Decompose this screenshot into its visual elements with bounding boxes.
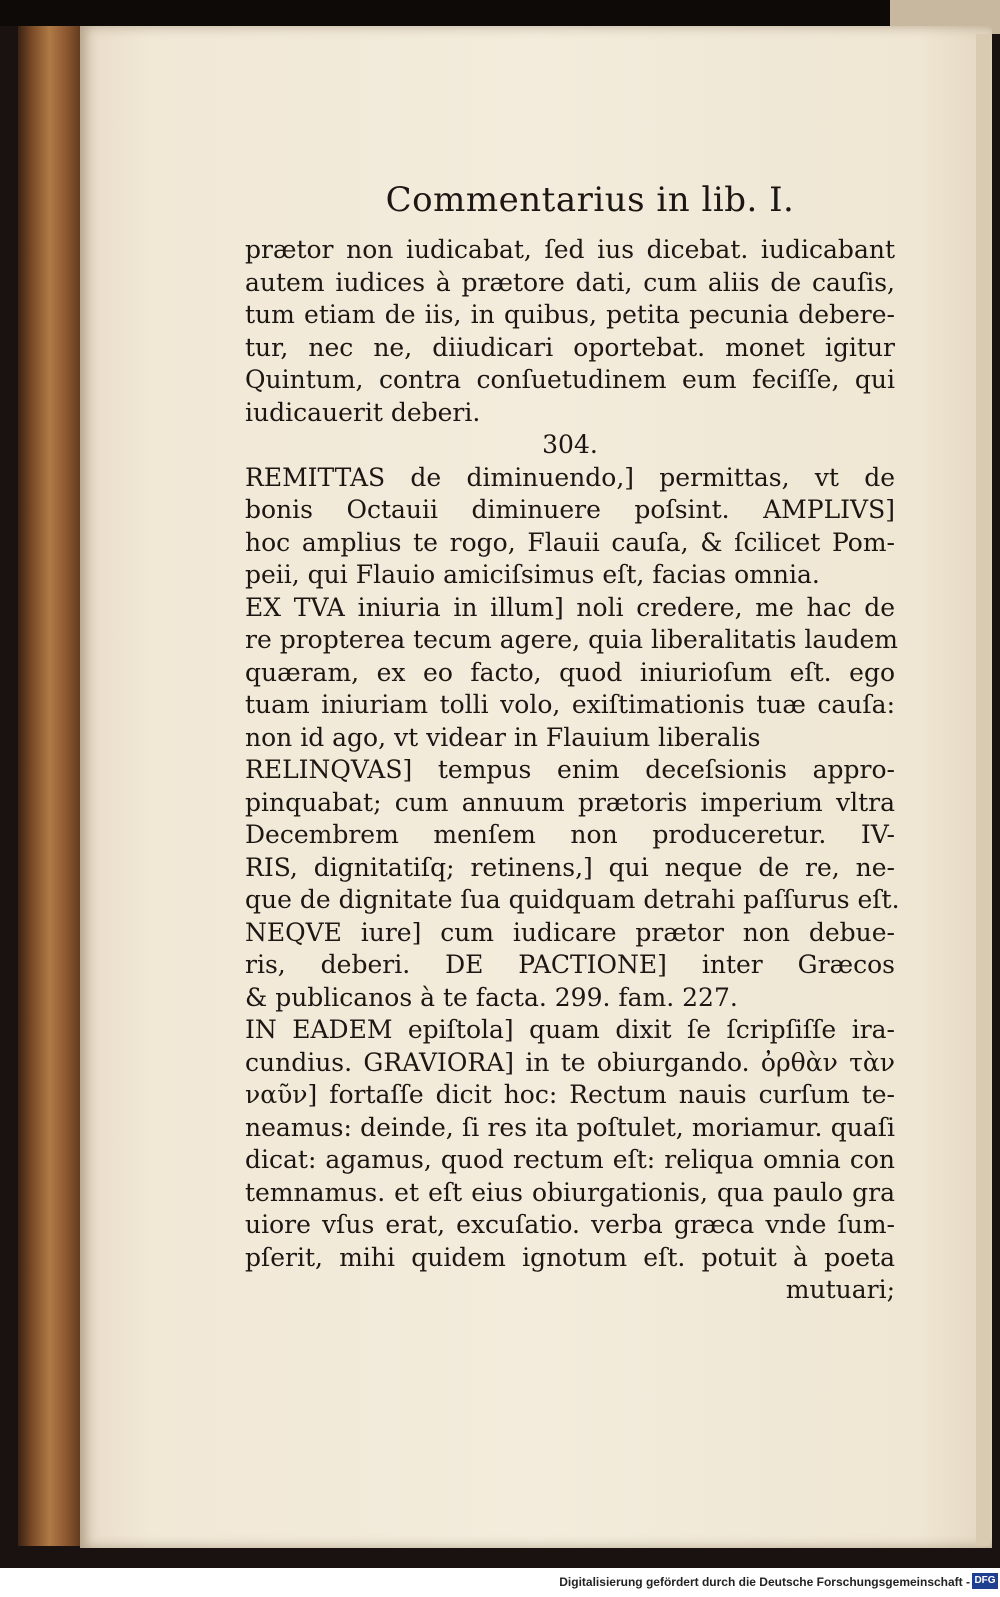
text-line: REMITTAS de diminuendo,] permittas, vt de xyxy=(245,462,895,492)
text-line: ris, deberi. DE PACTIONE] inter Græcos xyxy=(245,950,895,979)
page-fore-edge xyxy=(976,34,990,1546)
text-line: dicat: agamus, quod rectum eſt: reliqua omnia con xyxy=(245,1145,895,1174)
text-line: NEQVE iure] cum iudicare prætor non debue- xyxy=(245,917,895,947)
text-line: Decembrem menſem non produceretur. IV- xyxy=(245,820,895,849)
text-line: que de dignitate ſua quidquam detrahi paſſurus eſt. xyxy=(245,885,900,914)
text-line: Quintum, contra conſuetudinem eum feciſſe, qui xyxy=(245,365,895,394)
text-line: non id ago, vt videar in Flauium liberalis xyxy=(245,722,761,752)
text-line: temnamus. et eſt eius obiurgationis, qua paulo gra xyxy=(245,1177,895,1207)
text-line: tuam iniuriam tolli volo, exiſtimationis tuæ cauſa: xyxy=(245,690,895,719)
funding-credit: Digitalisierung gefördert durch die Deutsche Forschungsgemeinschaft - xyxy=(559,1575,970,1589)
text-line: bonis Octauii diminuere poſsint. AMPLIVS] xyxy=(245,495,895,524)
text-line: RELINQVAS] tempus enim deceſsionis appro- xyxy=(245,755,895,784)
text-line: peii, qui Flauio amiciſsimus eſt, facias omnia. xyxy=(245,560,820,589)
book-spine-edge xyxy=(18,26,88,1546)
catchword: mutuari; xyxy=(785,1275,895,1304)
dfg-logo-icon: DFG xyxy=(972,1573,998,1589)
running-head: Commentarius in lib. I. xyxy=(385,180,795,220)
text-line: RIS, dignitatiſq; retinens,] qui neque de re, ne- xyxy=(245,852,895,882)
section-number: 304. xyxy=(542,430,598,459)
text-line: iudicauerit deberi. xyxy=(245,397,481,427)
text-line: pſerit, mihi quidem ignotum eſt. potuit à poeta xyxy=(245,1242,895,1272)
text-line: re propterea tecum agere, quia liberalitatis laudem xyxy=(245,625,898,654)
text-line: ναῦν] fortaſſe dicit hoc: Rectum nauis curſum te- xyxy=(245,1080,895,1109)
text-line: & publicanos à te facta. 299. fam. 227. xyxy=(245,982,738,1012)
text-line: tum etiam de iis, in quibus, petita pecunia debere- xyxy=(245,300,895,329)
text-line: uiore vſus erat, excuſatio. verba græca vnde ſum- xyxy=(245,1210,895,1239)
text-line: neamus: deinde, ſi res ita poſtulet, moriamur. quaſi xyxy=(245,1112,895,1142)
text-line: pinquabat; cum annuum prætoris imperium vltra xyxy=(245,787,895,817)
text-line: cundius. GRAVIORA] in te obiurgando. ὀρθὰν τὰν xyxy=(245,1047,895,1077)
text-line: autem iudices à prætore dati, cum aliis de cauſis, xyxy=(245,267,895,297)
scan-top-margin xyxy=(0,0,1000,26)
digitization-footer xyxy=(0,1568,1000,1597)
text-line: hoc amplius te rogo, Flauii cauſa, & ſcilicet Pom- xyxy=(245,527,895,557)
text-line: EX TVA iniuria in illum] noli credere, me hac de xyxy=(245,592,895,622)
page-text xyxy=(245,180,900,1307)
text-line: quæram, ex eo facto, quod iniurioſum eſt. ego xyxy=(245,657,895,687)
text-line: tur, nec ne, diiudicari oportebat. monet igitur xyxy=(245,332,895,362)
text-line: IN EADEM epiſtola] quam dixit ſe ſcripſiſſe ira- xyxy=(245,1015,895,1044)
text-line: prætor non iudicabat, ſed ius dicebat. iudicabant xyxy=(245,235,895,264)
